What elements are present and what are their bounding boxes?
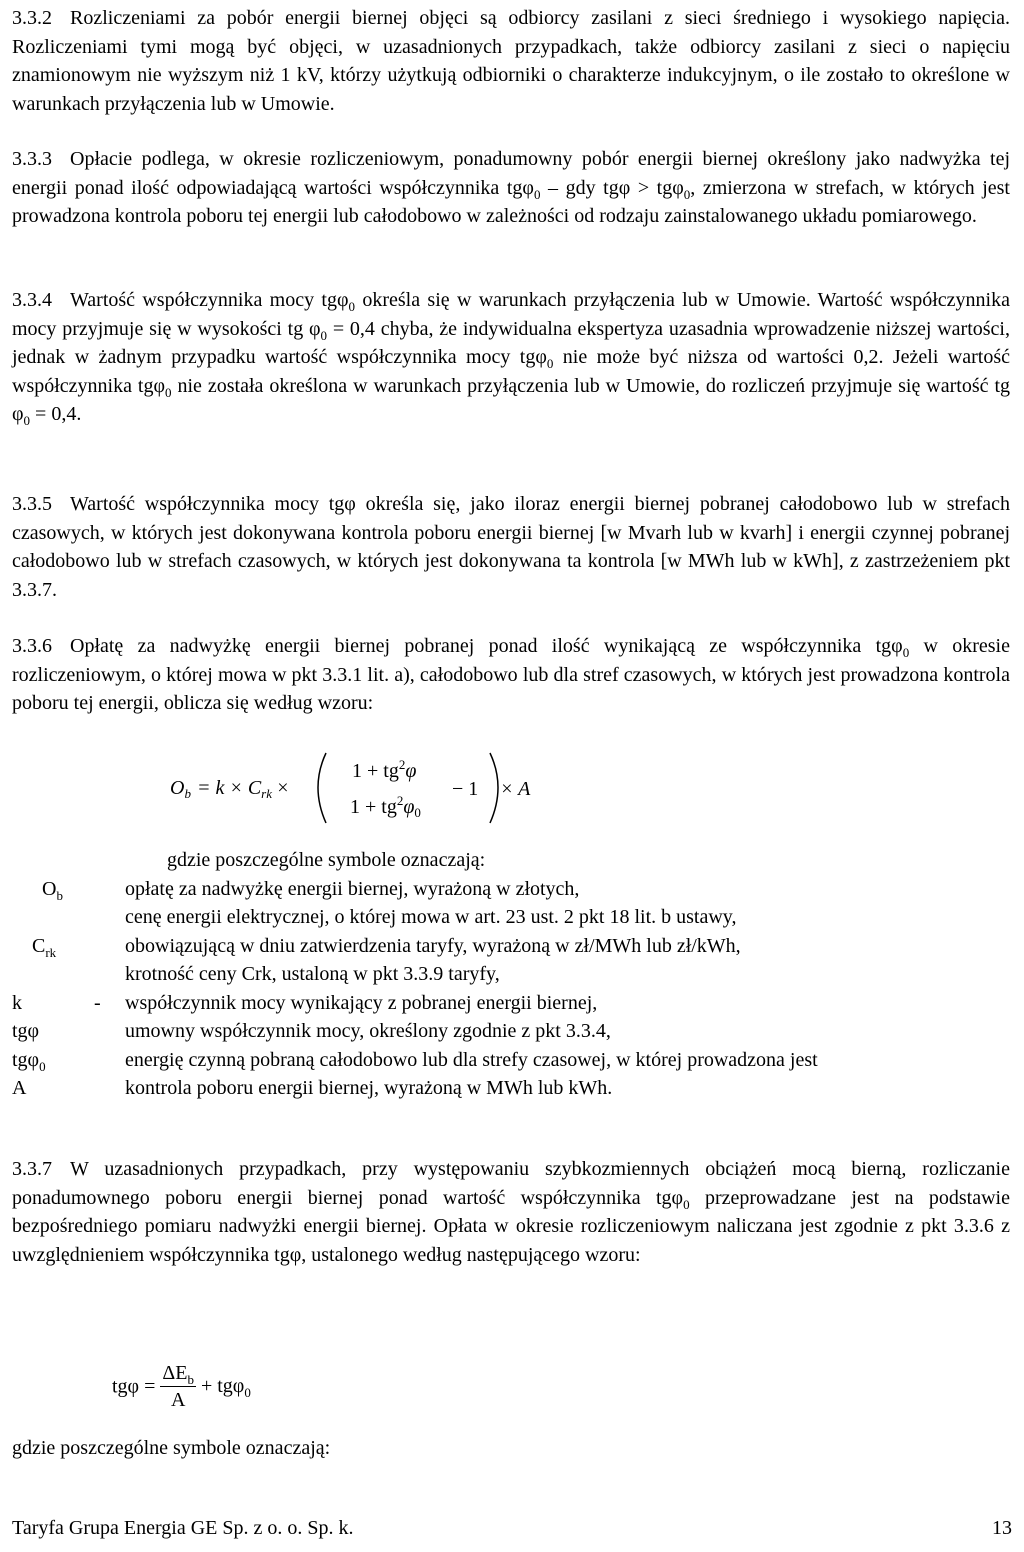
section-3-3-6 — [12, 632, 1010, 718]
symbol-description: umowny współczynnik mocy, określony zgodnie z pkt 3.3.4, — [125, 1020, 611, 1042]
formula-lhs: $O_b = k \times C_{rk}$ × — [170, 777, 290, 801]
section-3-3-7 — [12, 1155, 1010, 1269]
section-text: Wartość współczynnika mocy tgφ określa się, jako iloraz energii biernej pobranej całodobowo lub w strefach czasowych, w których jest dokonywana kontrola poboru energii biernej [w Mvarh lub w kvarh] i energii czynnej pobranej całodobowo lub w strefach czasowych, w których jest dokonywana ta kontrola [w MWh lub w kWh], z zastrzeżeniem pkt 3.3.7. — [12, 493, 1010, 601]
section-text: = 0,4. — [30, 403, 82, 425]
formula2-fraction — [160, 1360, 196, 1413]
list-item — [12, 875, 1010, 904]
subscript: 0 — [546, 356, 554, 371]
subscript: 0 — [533, 186, 541, 202]
symbol-list — [12, 846, 1010, 1103]
list-item — [12, 1046, 1010, 1075]
symbol-description: energię czynną pobraną całodobowo lub dla strefy czasowej, w której prowadzona jest — [125, 1048, 818, 1071]
section-3-3-3 — [12, 145, 1010, 231]
formula-minus-one: − 1 — [452, 778, 479, 800]
section-text: nie może być niższa od wartości 0,2. Jeżeli wartość współczynnika tgφ — [12, 346, 1010, 397]
section-text: Opłacie podlega, w okresie rozliczeniowym, ponadumowny pobór energii biernej określony jako nadwyżka tej energii ponad ilość odpowiadającą wartości współczynnika tgφ — [12, 148, 1010, 199]
section-text: przeprowadzane jest na podstawie bezpośredniego pomiaru nadwyżki energii biernej. Opłata w okresie rozliczeniowym naliczana jest zgodnie z pkt 3.3.6 z uwzględnieniem współczynnika tgφ, ustalonego według następującego wzoru: — [12, 1186, 1010, 1266]
formula2-tail: + tgφ$_0$ — [200, 1375, 251, 1401]
page-footer — [12, 1514, 1012, 1543]
symbols-outro — [12, 1434, 1010, 1463]
list-item — [12, 960, 1010, 989]
symbol-description: krotność ceny Crk, ustaloną w pkt 3.3.9 taryfy, — [125, 963, 500, 985]
section-text: nie została określona w warunkach przyłączenia lub w Umowie, do rozliczeń przyjmuje się wartość tg φ — [12, 374, 1010, 425]
formula-times-a: × A — [500, 778, 531, 800]
symbol-description: kontrola poboru energii biernej, wyrażoną w MWh lub kWh. — [125, 1077, 613, 1099]
section-text: – gdy tgφ > tgφ — [540, 176, 684, 199]
outro-text: gdzie poszczególne symbole oznaczają: — [12, 1437, 331, 1459]
section-text: , zmierzona w strefach, w których jest prowadzona kontrola poboru tej energii lub całodobowo w zależności od rodzaju zainstalowanego układu pomiarowego. — [12, 176, 1010, 227]
right-paren — [490, 753, 498, 823]
symbol: k — [12, 991, 22, 1014]
section-text: określa się w warunkach przyłączenia lub w Umowie. Wartość współczynnika mocy przyjmuje się w wysokości tg φ — [12, 289, 1010, 340]
section-text: Rozliczeniami za pobór energii biernej objęci są odbiorcy zasilani z sieci średniego i wysokiego napięcia. Rozliczeniami tymi mogą być objęci, w uzasadnionych przypadkach, także odbiorcy zasilani z sieci o napięciu znamionowym nie wyższym niż 1 kV, którzy użytkują odbiorniki o charakterze indukcyjnym, o ile zostało to określone w warunkach przyłączenia lub w Umowie. — [12, 7, 1010, 115]
section-3-3-2 — [12, 4, 1010, 118]
list-item — [12, 932, 1010, 961]
subscript: 0 — [23, 413, 31, 428]
symbol-description: cenę energii elektrycznej, o której mowa w art. 23 ust. 2 pkt 18 lit. b ustawy, — [125, 906, 737, 928]
formula-denominator: $1 + tg^2\varphi_0$ — [350, 793, 421, 820]
formula-ob — [170, 745, 570, 830]
symbol-description: opłatę za nadwyżkę energii biernej, wyrażoną w złotych, — [125, 877, 580, 900]
symbol-list-intro — [12, 846, 1010, 875]
section-number: 3.3.7 — [12, 1158, 52, 1180]
section-3-3-4 — [12, 286, 1010, 429]
symbol: tgφ — [12, 1020, 40, 1042]
section-3-3-5 — [12, 490, 1010, 604]
footer-title: Taryfa Grupa Energia GE Sp. z o. o. Sp. k. — [12, 1517, 354, 1539]
symbol-dash: - — [94, 991, 101, 1014]
formula-numerator: $1 + tg^2\varphi$ — [352, 757, 417, 782]
subscript: 0 — [348, 299, 356, 314]
section-text: W uzasadnionych przypadkach, przy występowaniu szybkozmiennych obciążeń mocą bierną, rozliczanie ponadumownego poboru energii biernej ponad wartość współczynnika tgφ — [12, 1158, 1010, 1209]
subscript: 0 — [902, 645, 910, 660]
page-number: 13 — [992, 1517, 1012, 1539]
section-number: 3.3.3 — [12, 148, 52, 170]
section-number: 3.3.2 — [12, 7, 52, 29]
section-text: w okresie rozliczeniowym, o której mowa w pkt 3.3.1 lit. a), całodobowo lub dla stref czasowych, w których jest prowadzona kontrola poboru tej energii, oblicza się według wzoru: — [12, 635, 1010, 714]
section-text: Wartość współczynnika mocy tgφ — [70, 289, 349, 311]
section-text: = 0,4 chyba, że indywidualna ekspertyza uzasadnia wprowadzenie niższej wartości, jednak w żadnym przypadku wartość współczynnika mocy tgφ — [12, 317, 1010, 368]
symbol-description: współczynnik mocy wynikający z pobranej energii biernej, — [125, 991, 598, 1014]
formula-tgphi — [112, 1360, 432, 1430]
list-item — [12, 1017, 1010, 1046]
subscript: 0 — [320, 327, 328, 343]
list-item — [12, 903, 1010, 932]
symbol: A — [12, 1077, 27, 1099]
subscript: 0 — [683, 1196, 690, 1212]
formula2-numerator: $\Delta E_b$ — [162, 1362, 194, 1387]
section-text: Opłatę za nadwyżkę energii biernej pobranej ponad ilość wynikającą ze współczynnika tgφ — [70, 635, 903, 657]
symbol-description: obowiązującą w dniu zatwierdzenia taryfy, wyrażoną w zł/MWh lub zł/kWh, — [125, 934, 741, 957]
symbol: $O_b$ — [42, 877, 63, 903]
formula2-denominator: A — [170, 1389, 186, 1411]
left-paren — [318, 753, 326, 823]
symbol-intro-text: gdzie poszczególne symbole oznaczają: — [167, 849, 486, 871]
section-number: 3.3.5 — [12, 493, 52, 515]
section-number: 3.3.6 — [12, 635, 52, 657]
formula2-lhs: tgφ = — [112, 1375, 156, 1398]
symbol: tgφ$_0$ — [12, 1048, 46, 1074]
subscript: 0 — [683, 186, 691, 202]
list-item — [12, 989, 1010, 1018]
symbol: $C_{rk}$ — [32, 934, 57, 960]
subscript: 0 — [165, 384, 172, 400]
section-number: 3.3.4 — [12, 289, 52, 311]
list-item — [12, 1074, 1010, 1103]
